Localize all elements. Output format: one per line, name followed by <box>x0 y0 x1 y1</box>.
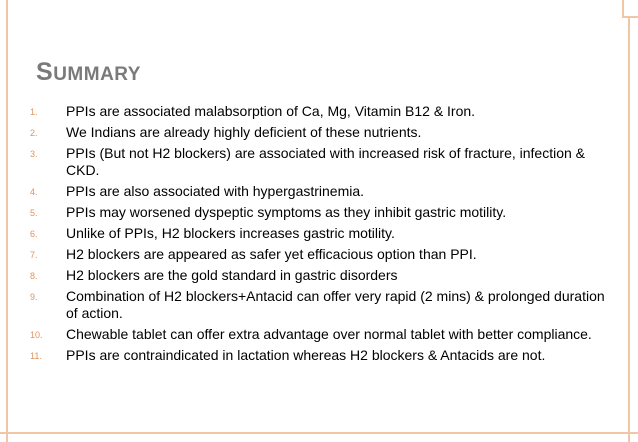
list-item-number: 11. <box>30 351 42 361</box>
frame-left-border <box>6 0 8 442</box>
list-item-text: PPIs are associated malabsorption of Ca, Mg, Vitamin B12 & Iron. <box>66 103 476 119</box>
list-item-text: PPIs (But not H2 blockers) are associated with increased risk of fracture, infection & CKD. <box>66 145 586 178</box>
slide-title-initial: S <box>36 58 54 86</box>
list-item-number: 7. <box>30 250 38 260</box>
list-item <box>30 326 610 343</box>
list-item-number: 3. <box>30 149 38 159</box>
list-item-number: 4. <box>30 187 38 197</box>
list-item-number: 10. <box>30 330 43 340</box>
list-item <box>30 288 610 322</box>
frame-right-border <box>628 0 630 442</box>
list-item <box>30 225 610 242</box>
list-item-text: Chewable tablet can offer extra advantage over normal tablet with better compliance. <box>66 326 592 342</box>
list-item-number: 6. <box>30 229 38 239</box>
list-item-text: H2 blockers are the gold standard in gastric disorders <box>66 267 398 283</box>
list-item <box>30 267 610 284</box>
list-item-text: PPIs are also associated with hypergastrinemia. <box>66 183 365 199</box>
list-item-number: 1. <box>30 107 38 117</box>
list-item-text: H2 blockers are appeared as safer yet efficacious option than PPI. <box>66 246 477 262</box>
list-item-text: Unlike of PPIs, H2 blockers increases gastric motility. <box>66 225 395 241</box>
summary-list <box>30 103 610 368</box>
slide-title-rest: UMMARY <box>53 64 141 85</box>
list-item <box>30 347 610 364</box>
slide-title <box>36 60 141 85</box>
list-item <box>30 204 610 221</box>
list-item-number: 5. <box>30 208 38 218</box>
list-item-number: 9. <box>30 292 38 302</box>
list-item-text: We Indians are already highly deficient of these nutrients. <box>66 124 422 140</box>
frame-bottom-border <box>0 432 638 434</box>
list-item <box>30 183 610 200</box>
list-item <box>30 124 610 141</box>
list-item-text: PPIs may worsened dyspeptic symptoms as they inhibit gastric motility. <box>66 204 507 220</box>
list-item-text: Combination of H2 blockers+Antacid can offer very rapid (2 mins) & prolonged duration of action. <box>66 288 605 321</box>
corner-decoration <box>622 0 638 18</box>
list-item <box>30 246 610 263</box>
list-item <box>30 145 610 179</box>
list-item <box>30 103 610 120</box>
list-item-number: 8. <box>30 271 38 281</box>
list-item-text: PPIs are contraindicated in lactation whereas H2 blockers & Antacids are not. <box>66 347 546 363</box>
list-item-number: 2. <box>30 128 38 138</box>
